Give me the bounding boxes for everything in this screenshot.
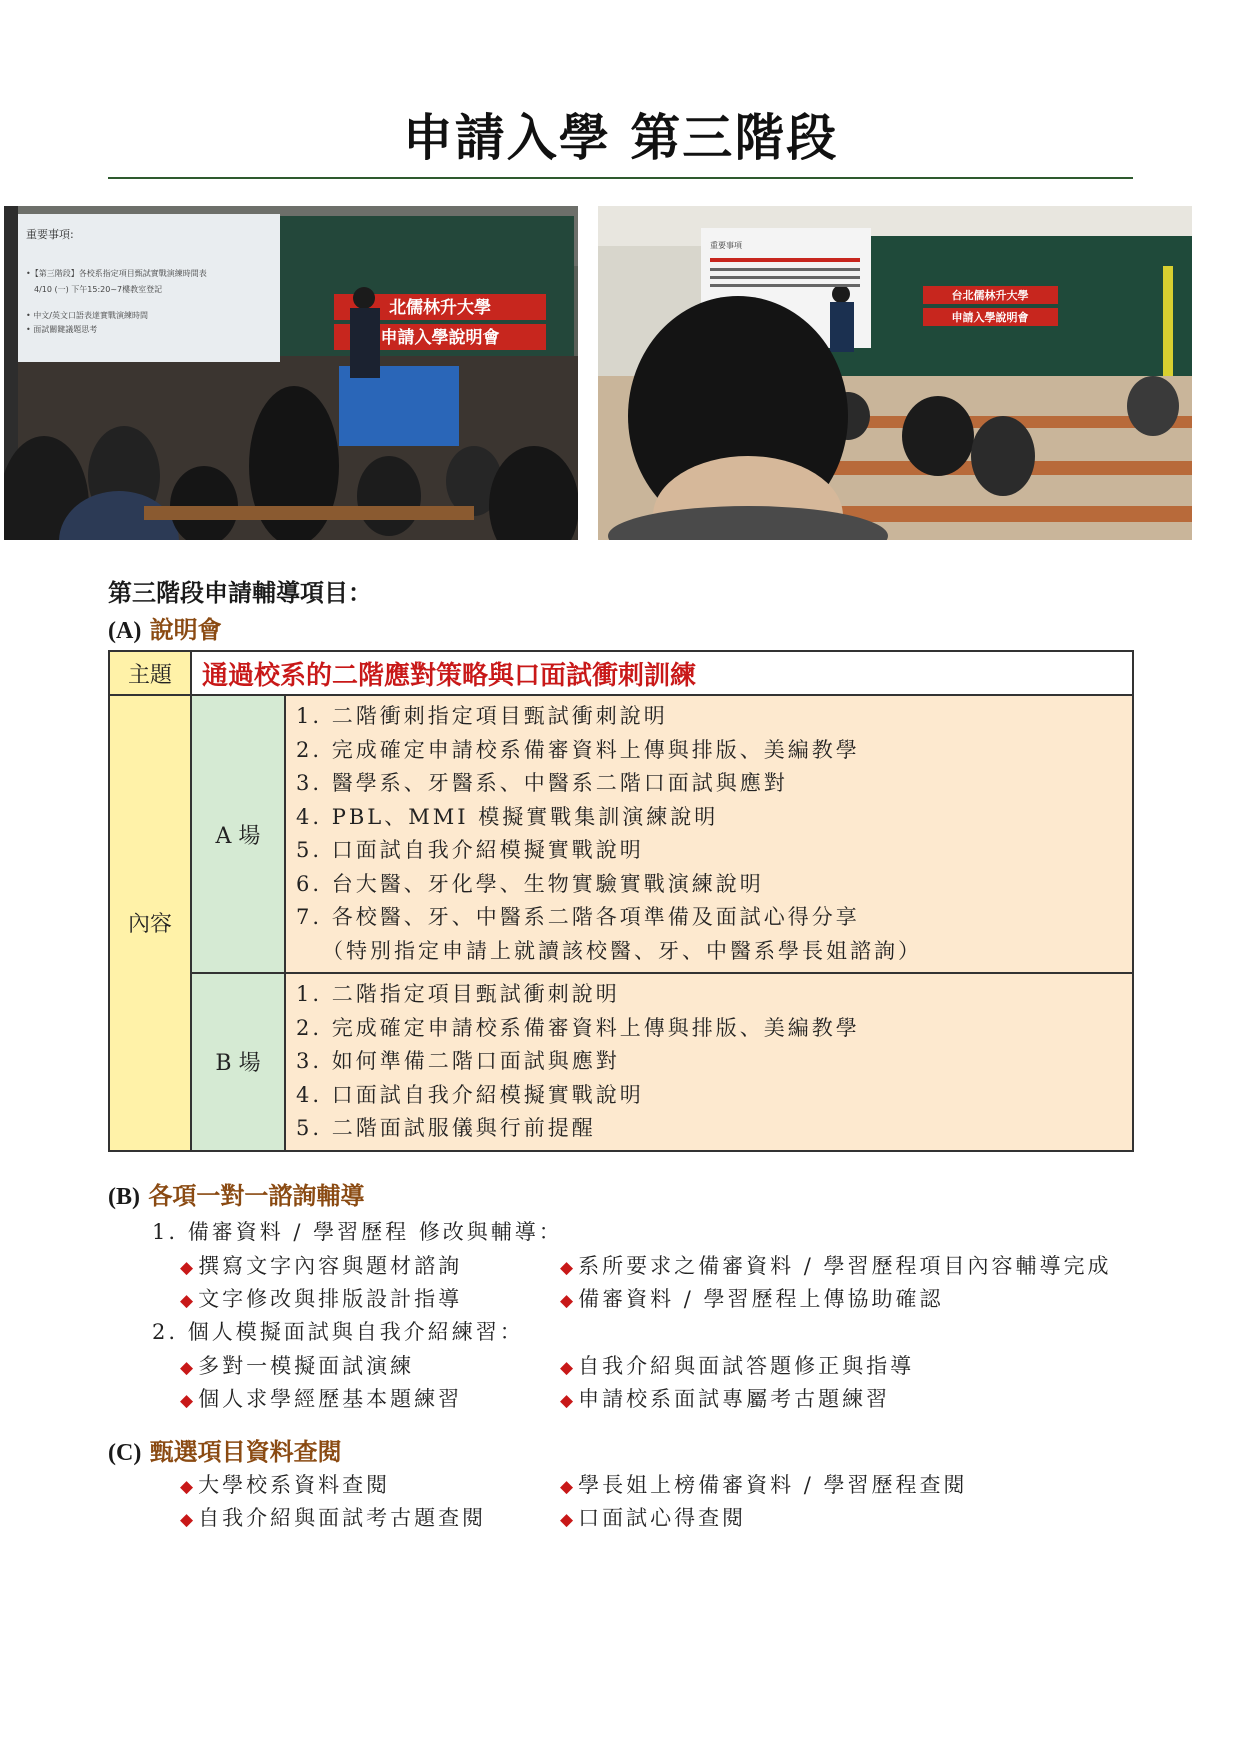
list-item: ◆ 撰寫文字內容與題材諮詢 [180,1254,463,1278]
list-item: 5. 口面試自我介紹模擬實戰說明 [296,838,644,862]
group-1-heading: 1. 備審資料 / 學習歷程 修改與輔導： [152,1220,563,1244]
list-item: ◆ 系所要求之備審資料 / 學習歷程項目內容輔導完成 [560,1254,1112,1278]
list-item: 1. 二階衝刺指定項目甄試衝刺說明 [296,704,668,728]
screen-line: • 面試關鍵議題思考 [26,325,98,334]
list-item: ◆ 自我介紹與面試考古題查閱 [180,1506,487,1530]
red-diamond-icon: ◆ [560,1477,574,1497]
red-diamond-icon: ◆ [560,1510,574,1530]
list-item: ◆ 學長姐上榜備審資料 / 學習歷程查閱 [560,1473,968,1497]
screen-line: • 中文/英文口語表達實戰演練時間 [26,311,148,320]
list-item: 7. 各校醫、牙、中醫系二階各項準備及面試心得分享 [296,905,860,929]
list-item: 4. 口面試自我介紹模擬實戰說明 [296,1082,644,1107]
red-diamond-icon: ◆ [180,1477,194,1497]
banner-line: 台北儒林升大學 [951,289,1029,302]
seminar-photo-right [598,206,1192,540]
list-item: ◆ 文字修改與排版設計指導 [180,1287,463,1311]
section-b-heading [108,1176,364,1211]
red-diamond-icon: ◆ [560,1258,574,1278]
banner-line: 北儒林升大學 [389,298,491,318]
list-item: 2. 完成確定申請校系備審資料上傳與排版、美編教學 [296,1015,860,1040]
banner-line: 申請入學說明會 [951,311,1029,324]
red-diamond-icon: ◆ [560,1358,574,1378]
screen-line: •【第三階段】各校系指定項目甄試實戰演練時間表 [26,269,207,278]
list-item: ◆ 備審資料 / 學習歷程上傳協助確認 [560,1287,944,1311]
list-item: 6. 台大醫、牙化學、生物實驗實戰演練說明 [296,871,764,896]
title-divider [108,177,1133,179]
red-diamond-icon: ◆ [560,1391,574,1411]
list-item: 5. 二階面試服儀與行前提醒 [296,1116,596,1140]
list-item: ◆ 口面試心得查閱 [560,1506,747,1530]
section-c-title: 甄選項目資料查閱 [149,1437,342,1466]
list-item-note: （特別指定申請上就讀該校醫、牙、中醫系學長姐諮詢） [322,938,922,963]
content-label: 內容 [109,695,191,1151]
topic-label: 主題 [109,651,191,695]
seminar-photo-left [4,206,578,540]
list-item: ◆ 自我介紹與面試答題修正與指導 [560,1354,915,1378]
screen-line: 4/10 (一) 下午15:20~7樓教室登記 [34,285,163,294]
session-row-a [109,695,1133,973]
session-a-name: A 場 [191,695,285,973]
session-a-items [285,695,1133,973]
list-item: ◆ 大學校系資料查閱 [180,1473,391,1497]
main-heading: 第三階段申請輔導項目： [108,578,372,607]
red-diamond-icon: ◆ [180,1510,194,1530]
topic-row [109,651,1133,695]
section-c-heading [108,1432,342,1467]
section-a-heading [108,610,222,645]
list-item: ◆ 個人求學經歷基本題練習 [180,1387,463,1411]
section-b-title: 各項一對一諮詢輔導 [148,1181,365,1210]
list-item: ◆ 多對一模擬面試演練 [180,1354,415,1378]
section-a-title: 說明會 [149,615,222,644]
list-item: 1. 二階指定項目甄試衝刺說明 [296,982,620,1006]
section-a-label: (A) [108,618,142,644]
list-item: ◆ 申請校系面試專屬考古題練習 [560,1387,891,1411]
screen-heading: 重要事項: [26,228,74,241]
section-c-label: (C) [108,1440,142,1466]
banner-line: 申請入學說明會 [380,328,500,348]
list-item: 2. 完成確定申請校系備審資料上傳與排版、美編教學 [296,737,860,762]
group-2-heading: 2. 個人模擬面試與自我介紹練習： [152,1320,524,1344]
session-b-name: B 場 [191,973,285,1151]
list-item: 4. PBL、MMI 模擬實戰集訓演練說明 [296,804,719,829]
screen-heading: 重要事項 [710,241,742,250]
red-diamond-icon: ◆ [180,1258,194,1278]
list-item: 3. 醫學系、牙醫系、中醫系二階口面試與應對 [296,771,788,795]
seminar-table [108,650,1134,1152]
red-diamond-icon: ◆ [180,1358,194,1378]
topic-text: 通過校系的二階應對策略與口面試衝刺訓練 [191,651,1133,695]
section-b-label: (B) [108,1184,140,1210]
red-diamond-icon: ◆ [180,1291,194,1311]
session-b-items [285,973,1133,1151]
red-diamond-icon: ◆ [560,1291,574,1311]
red-diamond-icon: ◆ [180,1391,194,1411]
list-item: 3. 如何準備二階口面試與應對 [296,1049,620,1073]
page-title: 申請入學 第三階段 [402,109,839,167]
session-row-b [109,973,1133,1151]
